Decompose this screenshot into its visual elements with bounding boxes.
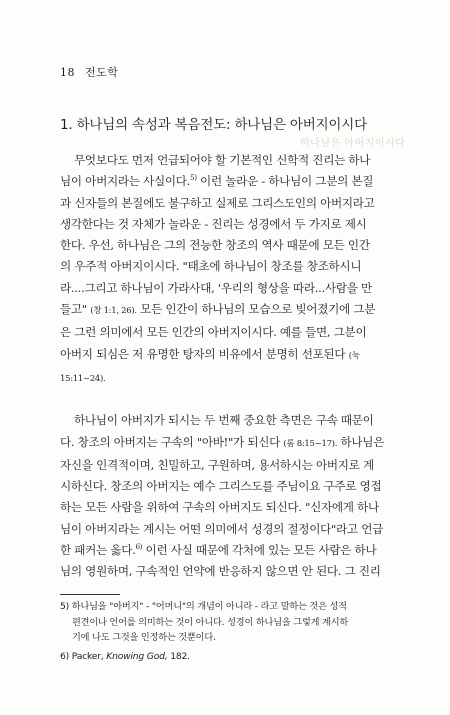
scripture-reference: (창 1:1, 26).	[90, 306, 137, 317]
footnote-6	[60, 649, 405, 665]
text-line: 한다. 우선, 하나님은 그의 전능한 창조의 역사 때문에 모든 인간	[60, 238, 370, 253]
scripture-reference: 15:11~24).	[60, 373, 106, 384]
footnote-marker-5: 5)	[190, 174, 197, 183]
text-line: 다. 창조의 아버지는 구속의 "아바!"가 되신다 (롬 8:15~17). 하나님은	[60, 434, 385, 449]
footnote-marker-6: 6)	[135, 543, 143, 552]
paragraph-1	[60, 150, 404, 390]
footnote-5	[60, 599, 405, 646]
text-line: 하나님이 아버지가 되시는 두 번째 중요한 측면은 구속 때문이	[74, 413, 374, 428]
footnote-line: 편견이나 언어를 의미하는 것이 아니다. 성경이 하나님을 그렇게 계시하	[72, 616, 349, 628]
text-line: 들고" (창 1:1, 26). 모든 인간이 하나님의 모습으로 빚어졌기에 그분	[60, 302, 376, 317]
running-header	[60, 64, 118, 80]
text-line: 하는 모든 사람을 위하여 구속의 아버지도 되신다. "신자에게 하나	[60, 500, 379, 515]
text-line: 님의 영원하며, 구속적인 언약에 반응하지 않으면 안 된다. 그 진리	[60, 564, 381, 579]
scripture-reference: (눅	[348, 350, 360, 361]
text-line: 무엇보다도 먼저 언급되어야 할 기본적인 신학적 진리는 하나	[74, 153, 371, 167]
text-line: 의 우주적 아버지이시다. "태초에 하나님이 창조를 창조하시니	[60, 259, 362, 274]
text-line: 은 그런 의미에서 모든 인간의 아버지이시다. 예를 들면, 그분이	[60, 325, 367, 340]
text-line: 과 신자들의 본질에도 불구하고 실제로 그리스도인의 아버지라고	[60, 195, 375, 210]
footnote-page: 182.	[170, 650, 190, 662]
page-number: 18	[60, 66, 75, 79]
running-title: 전도학	[85, 66, 119, 79]
scripture-reference: (롬 8:15~17).	[283, 438, 338, 449]
text-line	[60, 367, 404, 390]
bleed-through-text: 하나님은 아버지이시다	[300, 138, 406, 149]
text-line: 자신을 인격적이며, 친밀하고, 구원하며, 용서하시는 아버지로 계	[60, 457, 374, 472]
footnote-author: Packer,	[71, 650, 104, 662]
footnote-line: 5) 하나님을 "아버지" - "어머니"의 개념이 아니라 - 라고 말하는 것은 성적	[60, 601, 347, 612]
footnote-divider	[60, 594, 120, 595]
text-line: 생각한다는 것 자체가 놀라운 - 진리는 성경에서 두 가지로 제시	[60, 216, 367, 231]
text-line: 라....그리고 하나님이 가라사대, '우리의 형상을 따라...사람을 만	[60, 280, 372, 295]
footnote-label: 6)	[60, 650, 70, 662]
footnotes	[60, 599, 405, 667]
paragraph-2	[60, 410, 404, 582]
footnote-book-title: Knowing God,	[106, 650, 168, 662]
text-line: 님이 아버지라는 계시는 어떤 의미에서 성경의 절정이다"라고 언급	[60, 521, 384, 536]
text-line: 님이 아버지라는 사실이다.$^{5)}$ 이런 놀라운 - 하나님이 그분의 본질	[60, 174, 374, 189]
text-line: 아버지 되심은 저 유명한 탕자의 비유에서 분명히 선포된다 (눅	[60, 346, 360, 361]
body-text	[60, 150, 404, 603]
footnote-line	[60, 649, 405, 665]
text-line: 한 패커는 옳다.$^{6)}$ 이런 사실 때문에 각처에 있는 모든 사람은 하나	[60, 543, 377, 558]
section-title: 1. 하나님의 속성과 복음전도: 하나님은 아버지이시다	[60, 117, 367, 133]
footnote-line: 기에 나도 그것을 인정하는 것뿐이다.	[72, 632, 216, 643]
footnote-label: 5)	[60, 601, 70, 612]
text-line: 시하신다. 창조의 아버지는 예수 그리스도를 주님이요 구주로 영접	[60, 479, 382, 494]
